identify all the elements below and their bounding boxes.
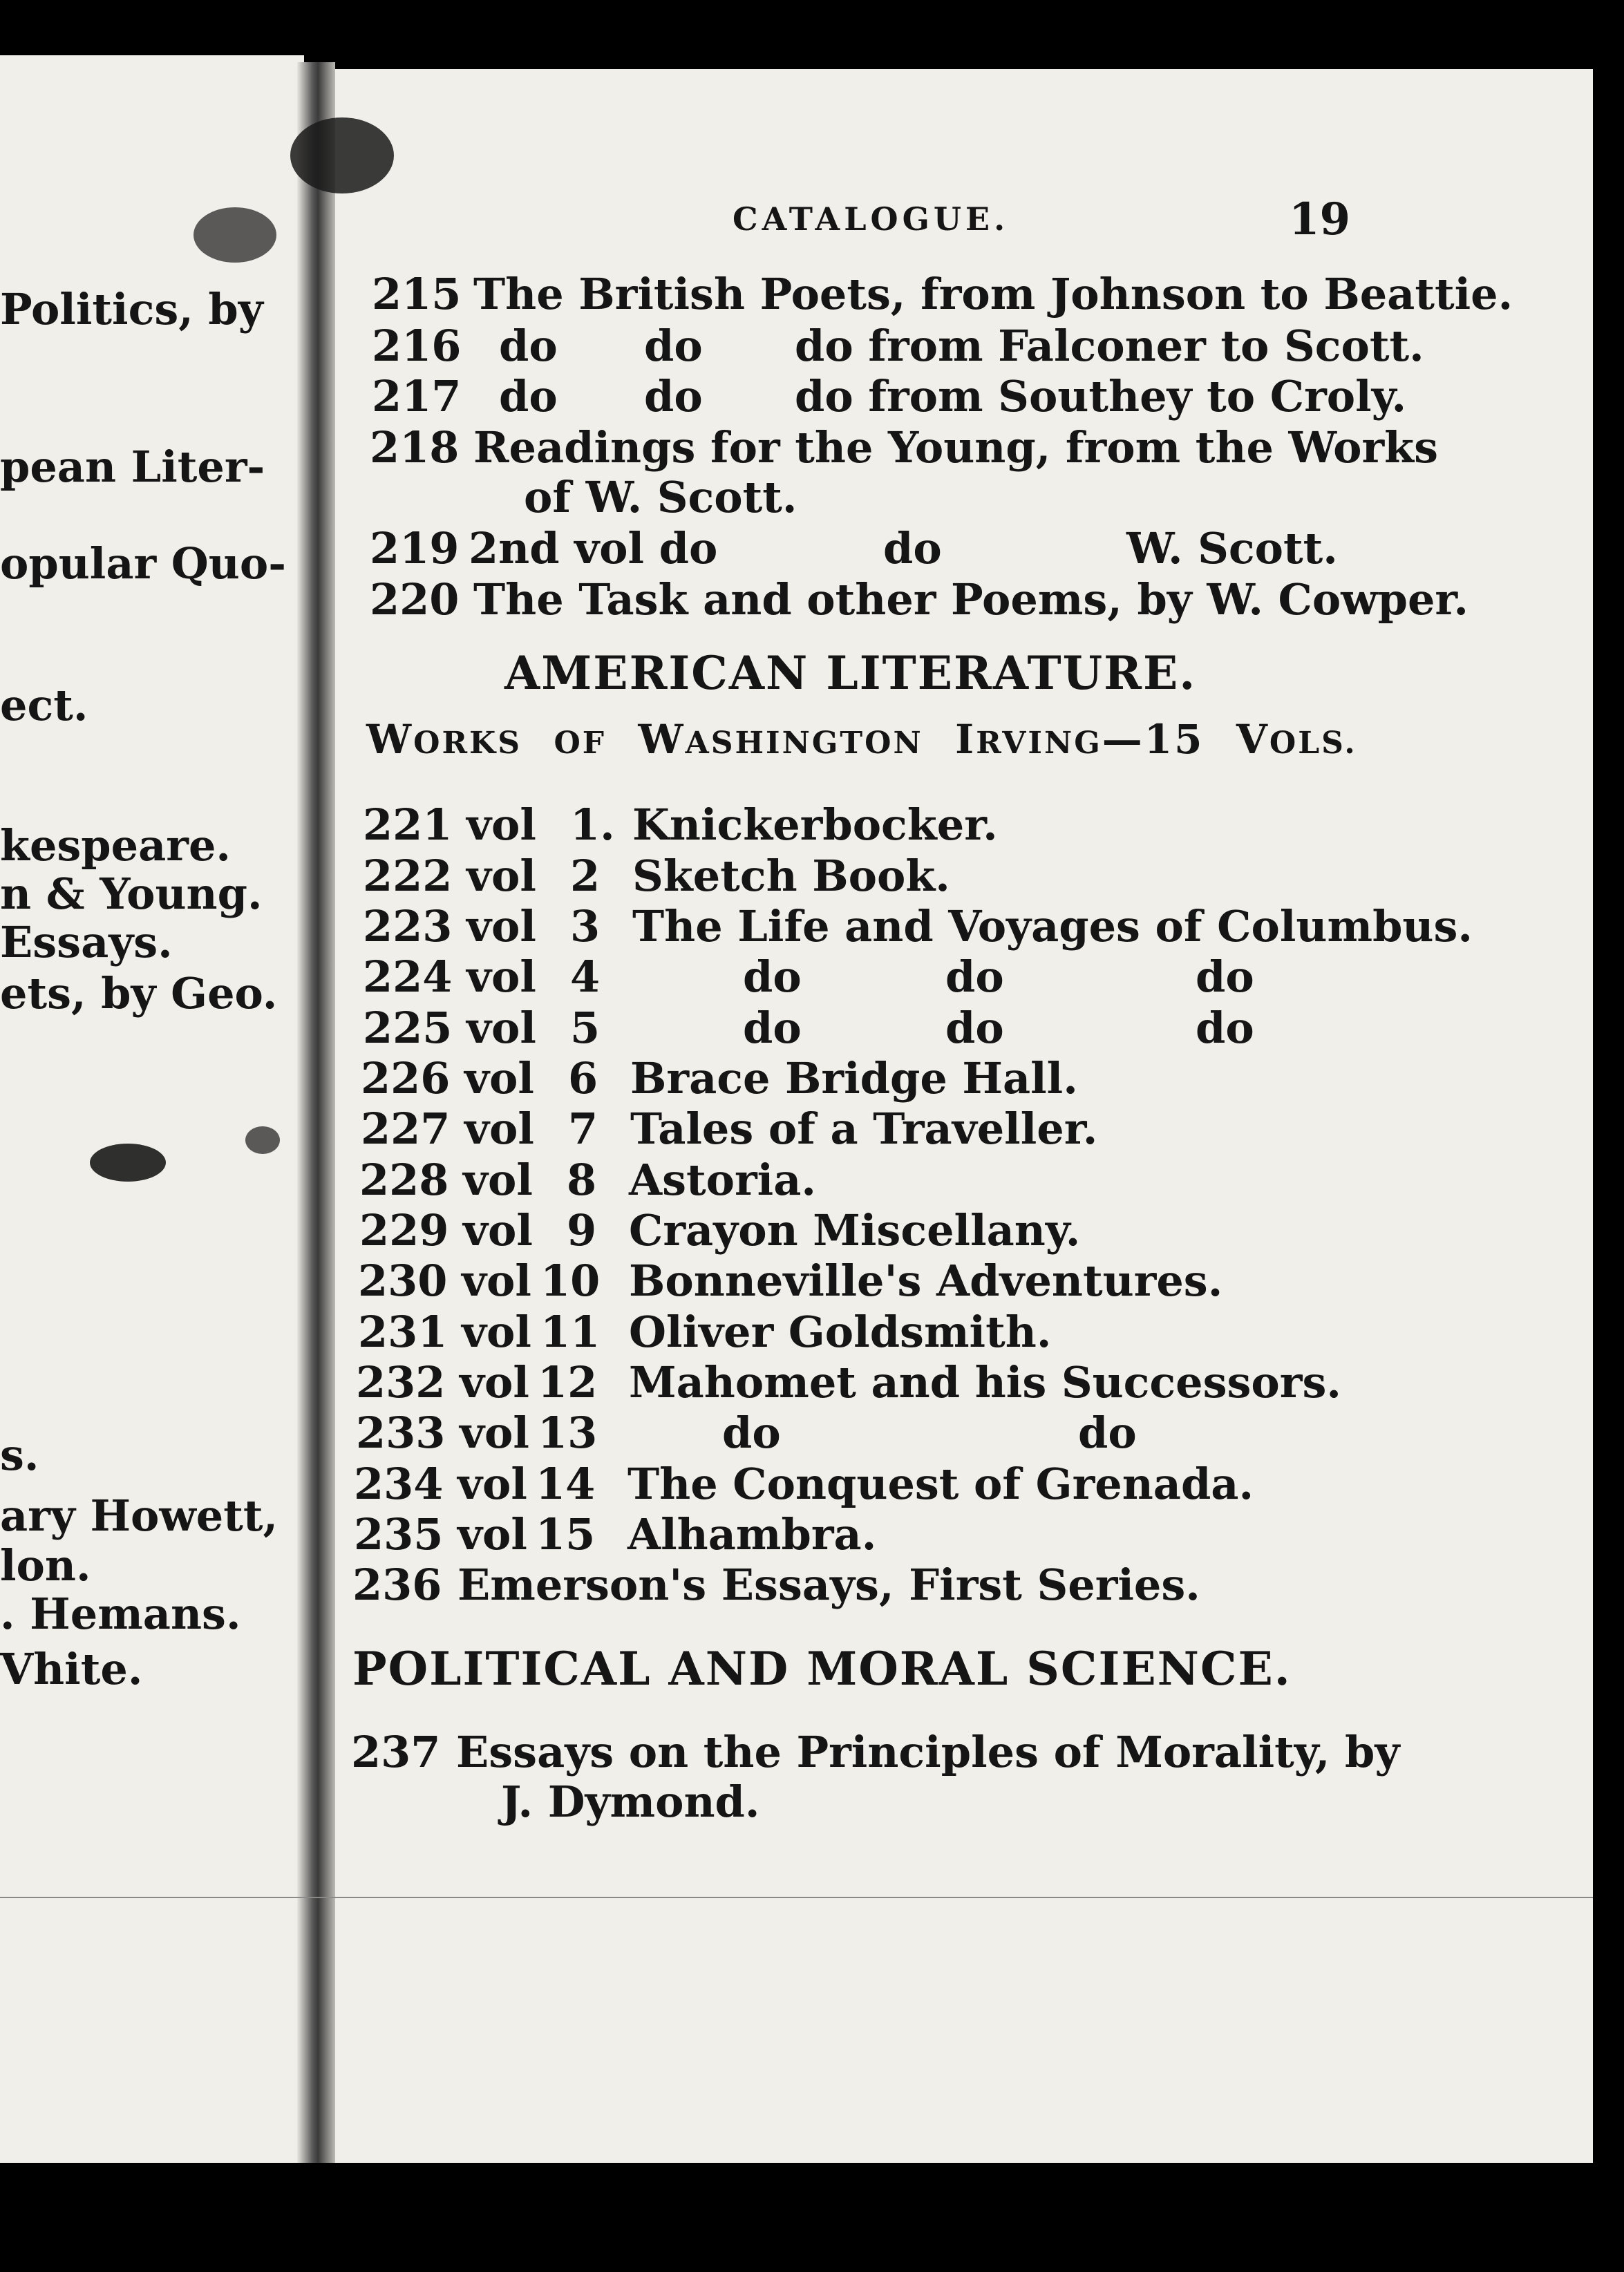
- ditto-mark: do: [945, 952, 1004, 1002]
- left-fragment: ets, by Geo.: [0, 968, 278, 1019]
- ditto-mark: do: [722, 1408, 781, 1458]
- section-heading-political-moral-science: POLITICAL AND MORAL SCIENCE.: [352, 1642, 1292, 1696]
- irving-works-heading: [366, 716, 1357, 763]
- entry-number: 225: [363, 1003, 453, 1053]
- heading-word: I: [955, 716, 976, 763]
- volume-number: 10: [540, 1256, 601, 1306]
- ditto-mark: do: [743, 1003, 802, 1053]
- heading-word: OLS.: [1269, 726, 1357, 761]
- volume-title: Alhambra.: [627, 1509, 877, 1560]
- left-fragment: ary Howett,: [0, 1490, 278, 1541]
- volume-number: 4: [570, 952, 601, 1002]
- entry-number: 215: [372, 269, 462, 319]
- volume-title: Brace Bridge Hall.: [630, 1053, 1078, 1104]
- volume-number: 2: [570, 851, 601, 901]
- heading-word: ORKS: [413, 726, 522, 761]
- ditto-mark: do: [883, 523, 942, 574]
- heading-word: —15: [1102, 716, 1205, 763]
- volume-label: vol: [460, 1408, 529, 1458]
- entry-number: 235: [354, 1509, 444, 1560]
- entry-title: The Task and other Poems, by W. Cowper.: [473, 574, 1469, 625]
- entry-number: 221: [363, 799, 453, 850]
- ditto-mark: do: [743, 952, 802, 1002]
- running-head: CATALOGUE.: [733, 200, 1010, 238]
- volume-title: Mahomet and his Successors.: [629, 1357, 1341, 1408]
- volume-label: vol: [457, 1459, 527, 1509]
- volume-number: 11: [540, 1307, 601, 1357]
- ditto-mark: do: [499, 321, 558, 371]
- left-fragment: . Hemans.: [0, 1589, 241, 1639]
- entry-number: 220: [370, 574, 460, 625]
- volume-label: vol: [466, 851, 536, 901]
- entry-number: 233: [356, 1408, 446, 1458]
- entry-number: 216: [372, 321, 462, 371]
- volume-number: 13: [538, 1408, 598, 1458]
- heading-word: W: [366, 716, 414, 763]
- volume-title: Bonneville's Adventures.: [629, 1256, 1223, 1306]
- book-gutter: [297, 62, 335, 2163]
- volume-label: vol: [466, 901, 536, 952]
- volume-title: Astoria.: [629, 1155, 816, 1205]
- left-fragment: pean Liter-: [0, 442, 265, 492]
- entry-number: 234: [354, 1459, 444, 1509]
- heading-word: V: [1236, 716, 1269, 763]
- entry-number: 236: [352, 1560, 442, 1610]
- entry-title: do from Southey to Croly.: [795, 371, 1407, 422]
- ditto-mark: do: [499, 371, 558, 422]
- heading-word: OF: [554, 726, 607, 761]
- volume-number: 1.: [570, 799, 615, 850]
- volume-label: vol: [466, 1003, 536, 1053]
- left-fragment: s.: [0, 1430, 39, 1480]
- entry-number: 232: [356, 1357, 446, 1408]
- volume-number: 15: [536, 1509, 596, 1560]
- entry-number: 227: [361, 1104, 451, 1154]
- entry-number: 237: [351, 1727, 441, 1777]
- volume-label: vol: [463, 1155, 533, 1205]
- volume-number: 9: [567, 1205, 597, 1256]
- volume-title: Knickerbocker.: [632, 799, 998, 850]
- entry-title: Essays on the Principles of Morality, by: [456, 1727, 1400, 1777]
- volume-number: 12: [538, 1357, 598, 1408]
- ditto-mark: do: [1196, 952, 1254, 1002]
- left-fragment: Vhite.: [0, 1644, 143, 1694]
- volume-label: vol: [463, 1205, 533, 1256]
- volume-label: vol: [462, 1307, 531, 1357]
- ditto-mark: do: [1078, 1408, 1137, 1458]
- page-number: 19: [1289, 193, 1351, 245]
- volume-title: Oliver Goldsmith.: [629, 1307, 1052, 1357]
- volume-label: vol: [464, 1104, 534, 1154]
- entry-title: 2nd vol do: [469, 523, 718, 574]
- volume-number: 6: [568, 1053, 598, 1104]
- entry-number: 231: [358, 1307, 448, 1357]
- entry-number: 230: [358, 1256, 448, 1306]
- entry-number: 222: [363, 851, 453, 901]
- volume-number: 5: [570, 1003, 601, 1053]
- ink-blot: [290, 117, 394, 193]
- volume-label: vol: [462, 1256, 531, 1306]
- ditto-mark: do: [644, 321, 703, 371]
- volume-number: 8: [567, 1155, 597, 1205]
- volume-number: 14: [536, 1459, 596, 1509]
- entry-title: The British Poets, from Johnson to Beattie.: [473, 269, 1513, 319]
- left-page: [0, 55, 304, 2163]
- volume-title: The Conquest of Grenada.: [627, 1459, 1254, 1509]
- entry-number: 229: [359, 1205, 449, 1256]
- left-fragment: n & Young.: [0, 869, 263, 919]
- ditto-mark: do: [644, 371, 703, 422]
- entry-title-continuation: of W. Scott.: [524, 472, 797, 522]
- heading-word: RVING: [976, 726, 1102, 761]
- entry-number: 224: [363, 952, 453, 1002]
- ditto-mark: do: [945, 1003, 1004, 1053]
- left-fragment: ect.: [0, 680, 88, 730]
- volume-label: vol: [466, 952, 536, 1002]
- entry-number: 217: [372, 371, 462, 422]
- heading-word: ASHINGTON: [685, 726, 923, 761]
- ink-blot: [245, 1126, 280, 1154]
- left-fragment: kespeare.: [0, 820, 231, 871]
- entry-number: 218: [370, 422, 460, 473]
- left-fragment: Essays.: [0, 917, 173, 967]
- entry-author: W. Scott.: [1126, 523, 1338, 574]
- ink-blot: [193, 207, 276, 263]
- entry-number: 226: [361, 1053, 451, 1104]
- ink-blot: [90, 1144, 166, 1182]
- left-fragment: lon.: [0, 1540, 91, 1591]
- entry-title: Readings for the Young, from the Works: [473, 422, 1438, 473]
- volume-label: vol: [460, 1357, 529, 1408]
- entry-title: do from Falconer to Scott.: [795, 321, 1424, 371]
- volume-title: Sketch Book.: [632, 851, 950, 901]
- left-fragment: Politics, by: [0, 284, 263, 334]
- volume-label: vol: [466, 799, 536, 850]
- entry-title: Emerson's Essays, First Series.: [457, 1560, 1200, 1610]
- volume-title: Crayon Miscellany.: [629, 1205, 1081, 1256]
- section-heading-american-literature: AMERICAN LITERATURE.: [504, 646, 1197, 700]
- volume-title: The Life and Voyages of Columbus.: [632, 901, 1473, 952]
- volume-title: Tales of a Traveller.: [630, 1104, 1098, 1154]
- left-fragment: opular Quo-: [0, 538, 286, 589]
- ditto-mark: do: [1196, 1003, 1254, 1053]
- entry-title-continuation: J. Dymond.: [501, 1777, 760, 1827]
- volume-label: vol: [464, 1053, 534, 1104]
- entry-number: 223: [363, 901, 453, 952]
- volume-number: 3: [570, 901, 601, 952]
- page-edge-line: [0, 1897, 1593, 1898]
- volume-number: 7: [568, 1104, 598, 1154]
- volume-label: vol: [457, 1509, 527, 1560]
- entry-number: 219: [370, 523, 460, 574]
- entry-number: 228: [359, 1155, 449, 1205]
- heading-word: W: [638, 716, 686, 763]
